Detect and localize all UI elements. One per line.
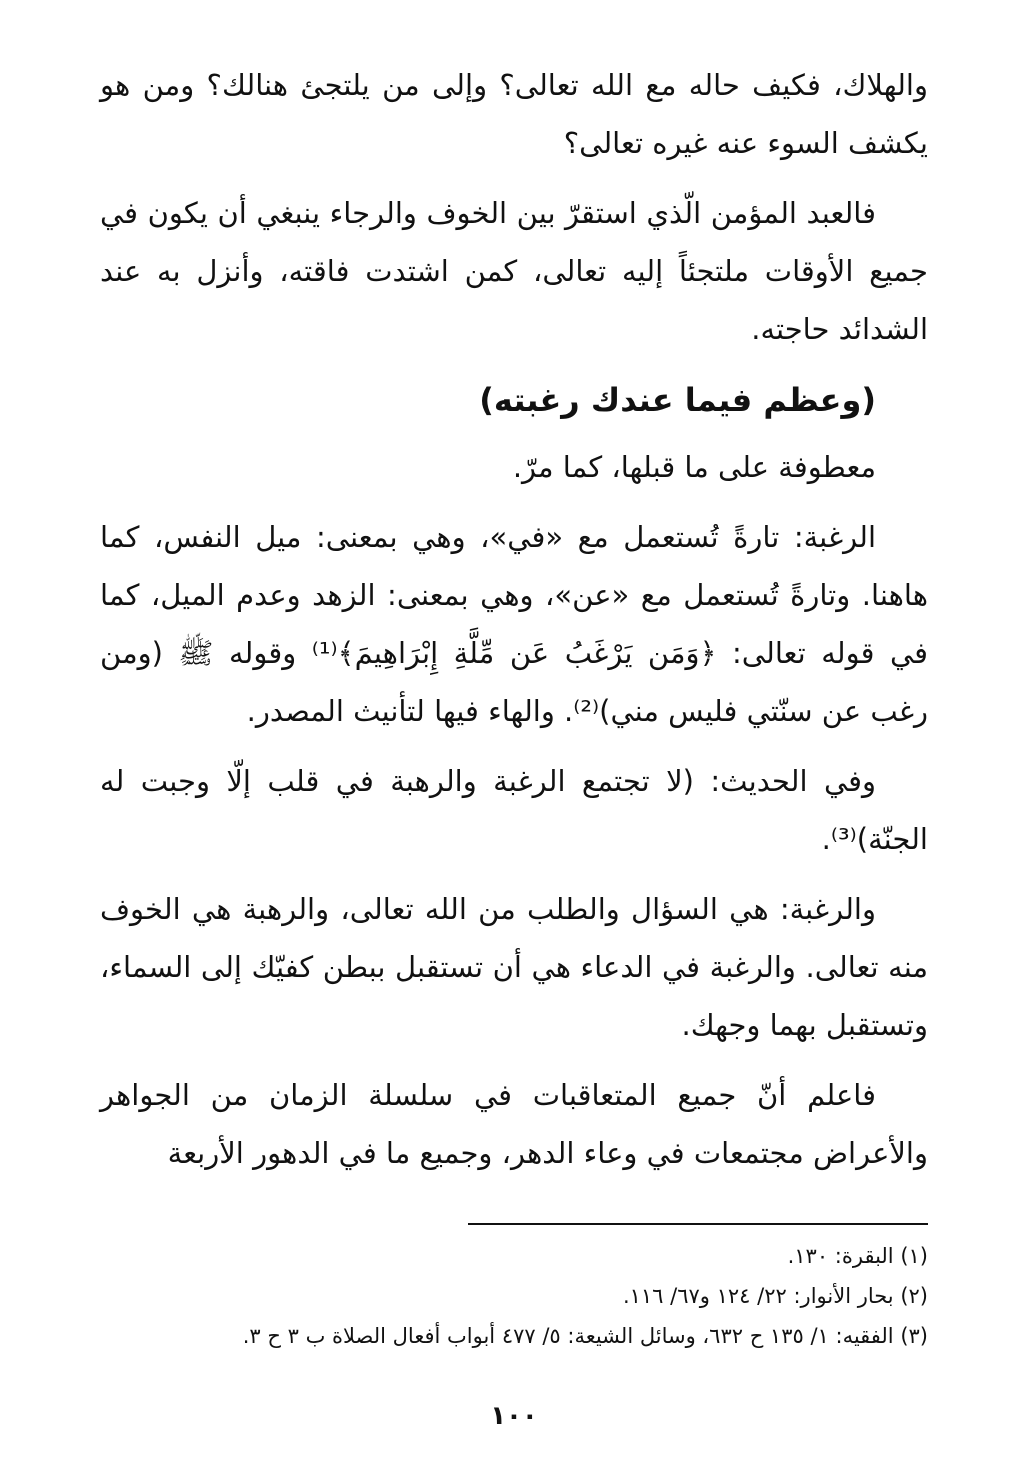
section-heading: (وعظم فيما عندك رغبته): [479, 381, 876, 419]
paragraph-continuation: والهلاك، فكيف حاله مع الله تعالى؟ وإلى من يلتجئ هنالك؟ ومن هو يكشف السوء عنه غيره تعالى؟: [100, 68, 928, 160]
paragraph-raghba-rahba: والرغبة: هي السؤال والطلب من الله تعالى، والرهبة هي الخوف منه تعالى. والرغبة في الدعاء هي أن تستقبل ببطن كفيّك إلى السماء، وتستقبل بهما وجهك.: [100, 892, 928, 1042]
footnote-1: (١) البقرة: ١٣٠.: [787, 1244, 928, 1268]
paragraph-hadith: وفي الحديث: (لا تجتمع الرغبة والرهبة في قلب إلّا وجبت له الجنّة)⁽³⁾.: [100, 764, 928, 856]
footnote-separator: [468, 1223, 928, 1225]
paragraph-conjunction: معطوفة على ما قبلها، كما مرّ.: [512, 450, 876, 484]
book-page: [100, 56, 928, 1436]
footnotes: [100, 1236, 928, 1356]
footnote-2: (٢) بحار الأنوار: ٢٢/ ١٢٤ و٦٧/ ١١٦.: [622, 1284, 928, 1308]
paragraph-raghba-definition: الرغبة: تارةً تُستعمل مع «في»، وهي بمعنى: ميل النفس، كما هاهنا. وتارةً تُستعمل مع «عن»، وهي بمعنى: الزهد وعدم الميل، كما في قوله تعالى: ﴿وَمَن يَرْغَبُ عَن مِّلَّةِ إِبْرَاهِيمَ﴾⁽¹⁾ وقوله ﷺ (ومن رغب عن سنّتي فليس مني)⁽²⁾. والهاء فيها لتأنيث المصدر.: [100, 520, 928, 728]
paragraph-believer: فالعبد المؤمن الّذي استقرّ بين الخوف والرجاء ينبغي أن يكون في جميع الأوقات ملتجئاً إليه تعالى، كمن اشتدت فاقته، وأنزل به عند الشدائد حاجته.: [100, 196, 928, 346]
paragraph-know: فاعلم أنّ جميع المتعاقبات في سلسلة الزمان من الجواهر والأعراض مجتمعات في وعاء الدهر، وجميع ما في الدهور الأربعة: [100, 1078, 928, 1170]
footnote-3: (٣) الفقيه: ١/ ١٣٥ ح ٦٣٢، وسائل الشيعة: ٥/ ٤٧٧ أبواب أفعال الصلاة ب ٣ ح ٣.: [242, 1324, 928, 1348]
page-number: ١٠٠: [490, 1401, 538, 1431]
